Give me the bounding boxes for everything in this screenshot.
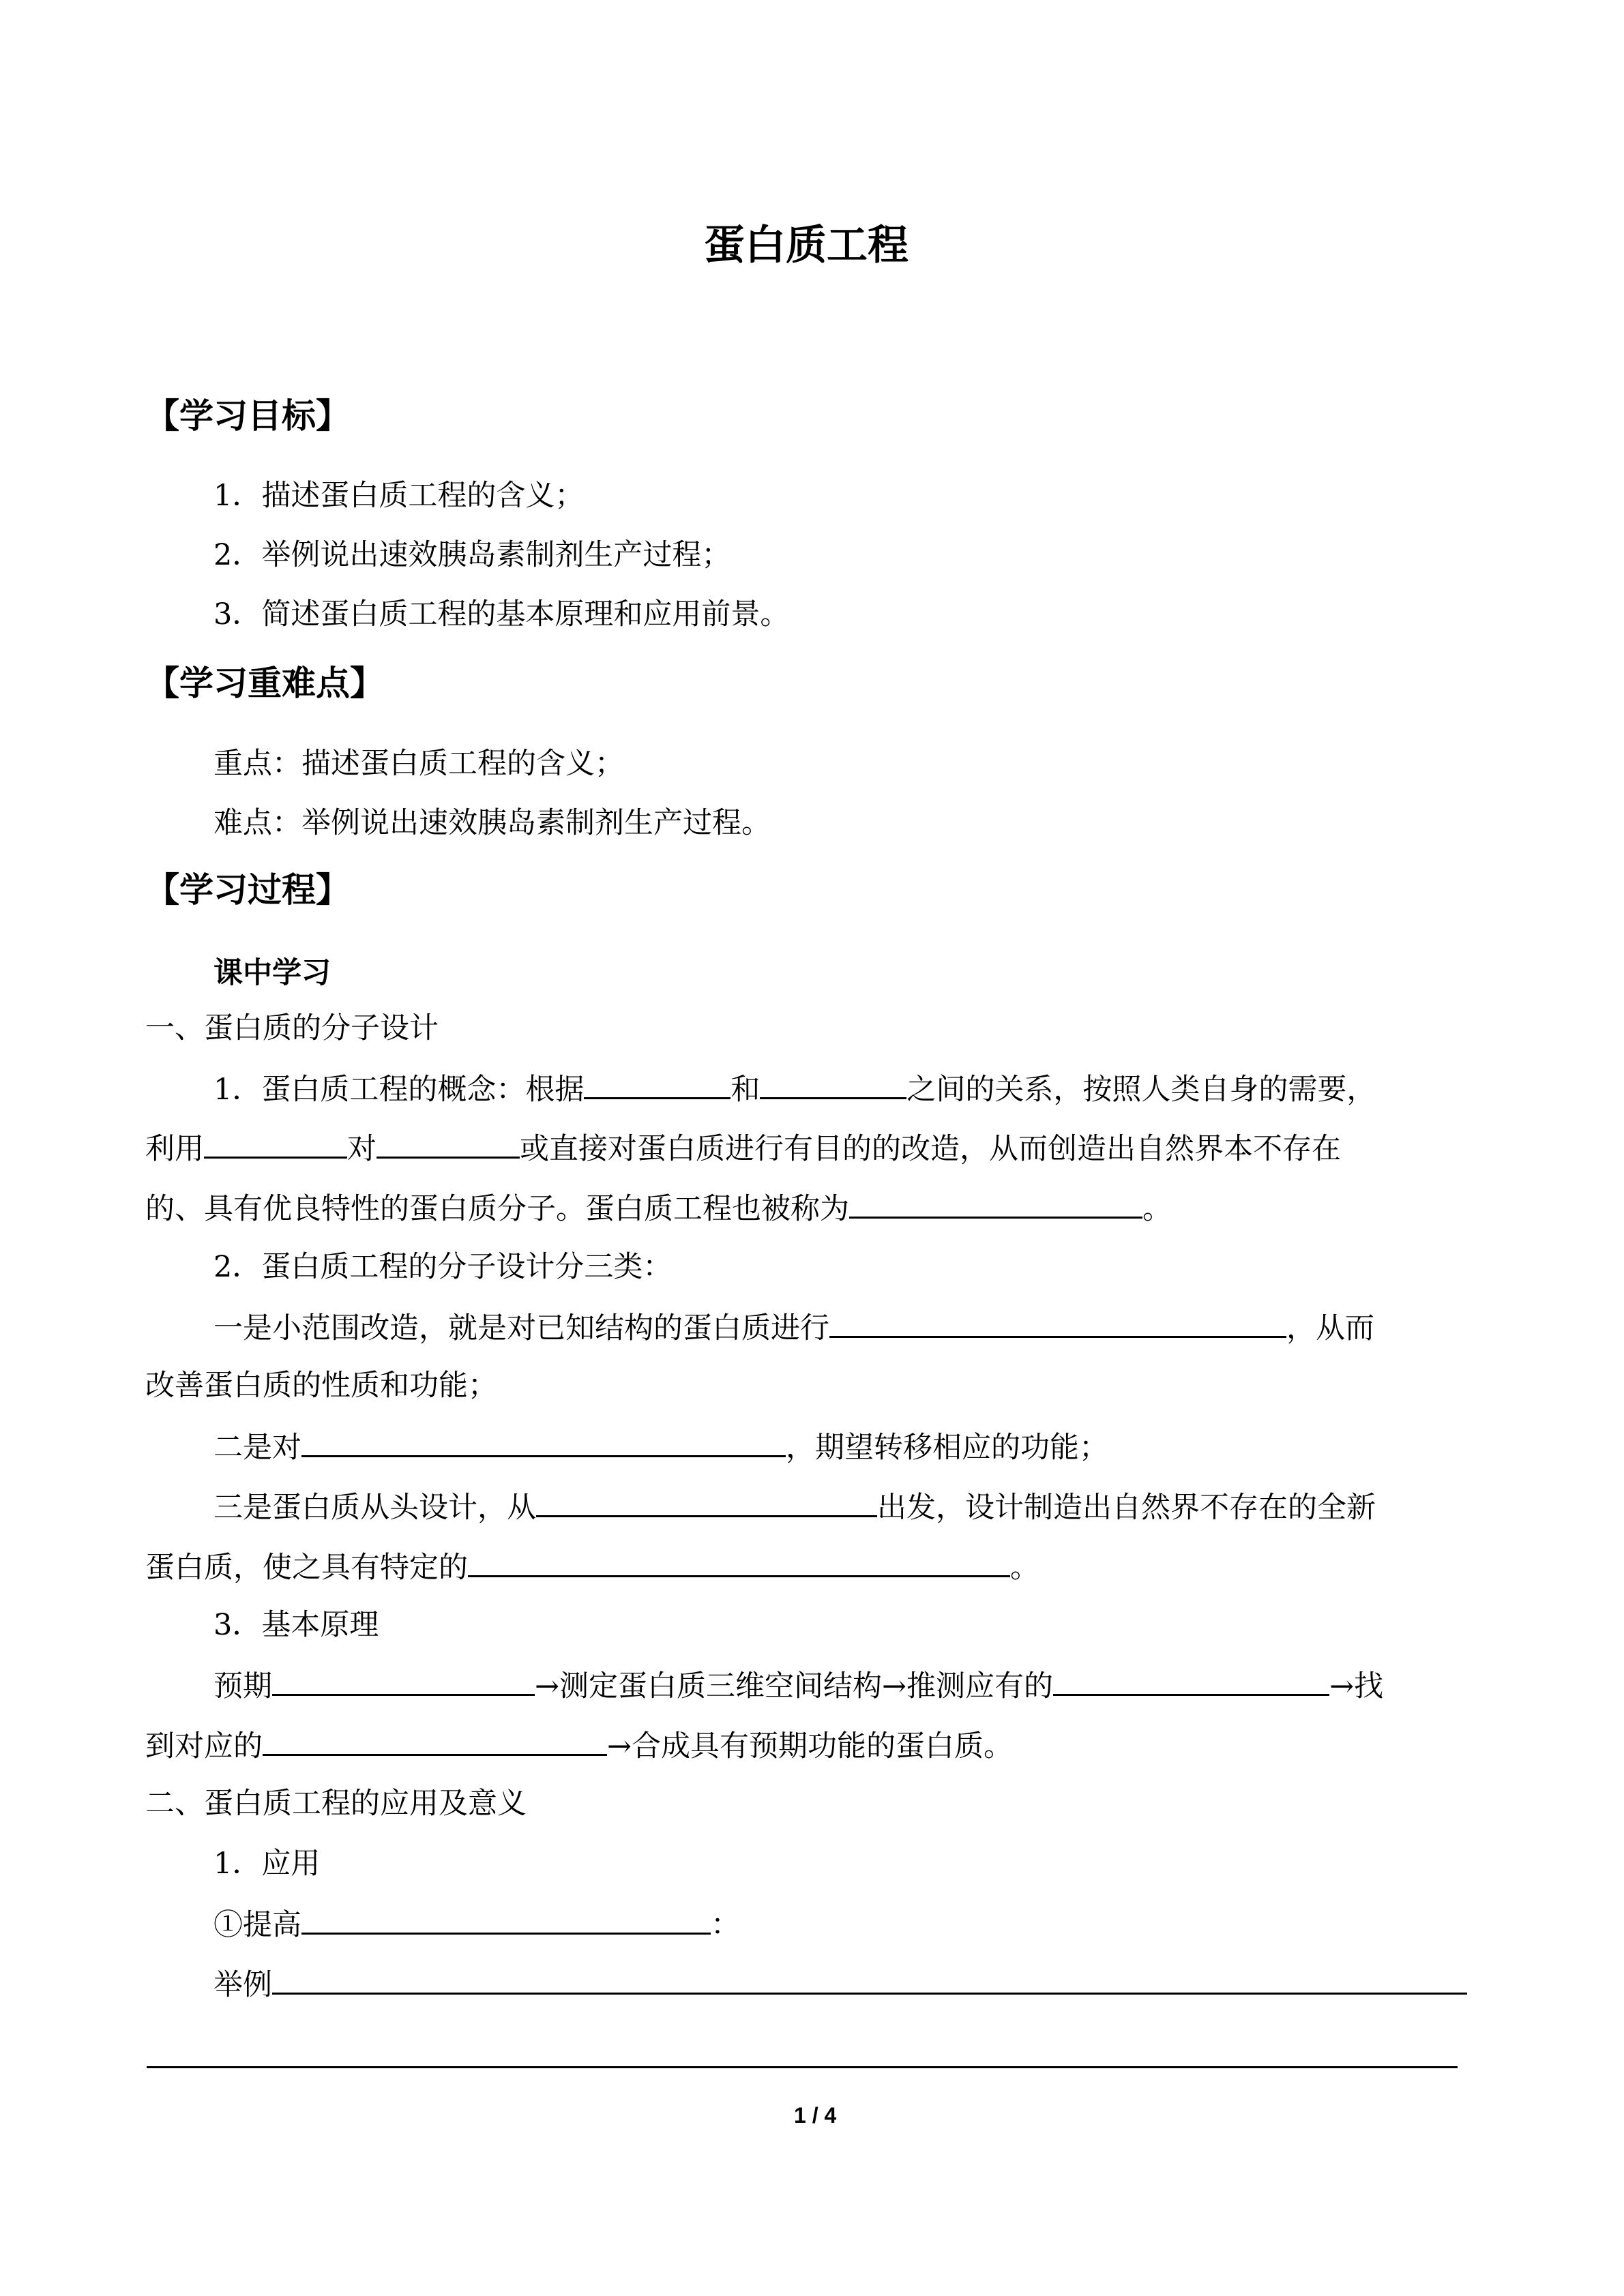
principle-line-2 <box>145 1724 1013 1767</box>
principle-line-1 <box>213 1664 1383 1707</box>
principle-heading: 3．基本原理 <box>213 1608 379 1642</box>
fill-blank[interactable] <box>468 1545 1010 1577</box>
footer-divider <box>147 2066 1458 2068</box>
page-indicator: 1 / 4 <box>794 2103 837 2128</box>
fill-blank[interactable] <box>301 1903 711 1935</box>
principle-text: 到对应的 <box>145 1729 263 1763</box>
application-example <box>213 1963 1467 2006</box>
design-text: ，从而 <box>1286 1311 1374 1345</box>
concept-text: 。 <box>1142 1192 1172 1226</box>
fill-blank[interactable] <box>263 1724 607 1756</box>
fill-blank[interactable] <box>272 1963 1467 1995</box>
concept-text: 对 <box>347 1132 377 1166</box>
design-text: 二是对 <box>213 1431 301 1465</box>
goal-item: 1．描述蛋白质工程的含义； <box>213 479 585 513</box>
fill-blank[interactable] <box>204 1127 347 1159</box>
concept-text: 和 <box>730 1073 761 1107</box>
goals-heading: 【学习目标】 <box>145 396 350 436</box>
concept-text: 1．蛋白质工程的概念：根据 <box>213 1073 585 1107</box>
part2-title: 二、蛋白质工程的应用及意义 <box>145 1787 527 1821</box>
application-text: 举例 <box>213 1968 272 2002</box>
goal-item: 3．简述蛋白质工程的基本原理和应用前景。 <box>213 597 790 631</box>
part1-title: 一、蛋白质的分子设计 <box>145 1011 439 1045</box>
fill-blank[interactable] <box>1053 1664 1329 1696</box>
application-item-1 <box>213 1903 740 1945</box>
fill-blank[interactable] <box>829 1306 1286 1338</box>
concept-text: 的、具有优良特性的蛋白质分子。蛋白质工程也被称为 <box>145 1192 849 1226</box>
fill-blank[interactable] <box>536 1485 877 1517</box>
goal-item: 2．举例说出速效胰岛素制剂生产过程； <box>213 538 731 572</box>
principle-text: 预期 <box>213 1669 272 1703</box>
document-title: 蛋白质工程 <box>704 222 909 269</box>
application-heading: 1．应用 <box>213 1847 321 1881</box>
principle-text: →找 <box>1329 1669 1384 1703</box>
process-heading: 【学习过程】 <box>145 870 350 910</box>
design-text: 一是小范围改造，就是对已知结构的蛋白质进行 <box>213 1311 829 1345</box>
fill-blank[interactable] <box>377 1127 520 1159</box>
key-point-item: 重点：描述蛋白质工程的含义； <box>213 747 624 781</box>
fill-blank[interactable] <box>760 1067 906 1099</box>
design-text: 蛋白质，使之具有特定的 <box>145 1551 468 1585</box>
concept-text: 之间的关系，按照人类自身的需要， <box>906 1073 1376 1107</box>
design-one-continued: 改善蛋白质的性质和功能； <box>145 1369 497 1403</box>
design-one-line <box>213 1306 1374 1349</box>
concept-line-1 <box>213 1067 1376 1110</box>
design-three-line <box>213 1485 1376 1528</box>
fill-blank[interactable] <box>849 1187 1142 1219</box>
design-text: 。 <box>1010 1551 1039 1585</box>
concept-line-3 <box>145 1187 1172 1229</box>
application-text: ①提高 <box>213 1908 301 1942</box>
fill-blank[interactable] <box>301 1425 786 1457</box>
design-intro: 2．蛋白质工程的分子设计分三类： <box>213 1250 673 1284</box>
key-points-heading: 【学习重难点】 <box>145 664 384 703</box>
design-text: 三是蛋白质从头设计，从 <box>213 1491 536 1525</box>
concept-text: 利用 <box>145 1132 204 1166</box>
design-text: 出发，设计制造出自然界不存在的全新 <box>877 1491 1376 1525</box>
design-two-line <box>213 1425 1108 1468</box>
design-text: ，期望转移相应的功能； <box>786 1431 1108 1465</box>
application-text: ： <box>711 1908 740 1942</box>
fill-blank[interactable] <box>272 1664 535 1696</box>
concept-line-2 <box>145 1127 1341 1169</box>
key-point-item: 难点：举例说出速效胰岛素制剂生产过程。 <box>213 806 771 840</box>
fill-blank[interactable] <box>584 1067 730 1099</box>
design-three-continued <box>145 1545 1039 1588</box>
lesson-subheading: 课中学习 <box>213 956 331 990</box>
concept-text: 或直接对蛋白质进行有目的的改造，从而创造出自然界本不存在 <box>520 1132 1341 1166</box>
principle-text: →测定蛋白质三维空间结构→推测应有的 <box>535 1669 1054 1703</box>
principle-text: →合成具有预期功能的蛋白质。 <box>607 1729 1014 1763</box>
